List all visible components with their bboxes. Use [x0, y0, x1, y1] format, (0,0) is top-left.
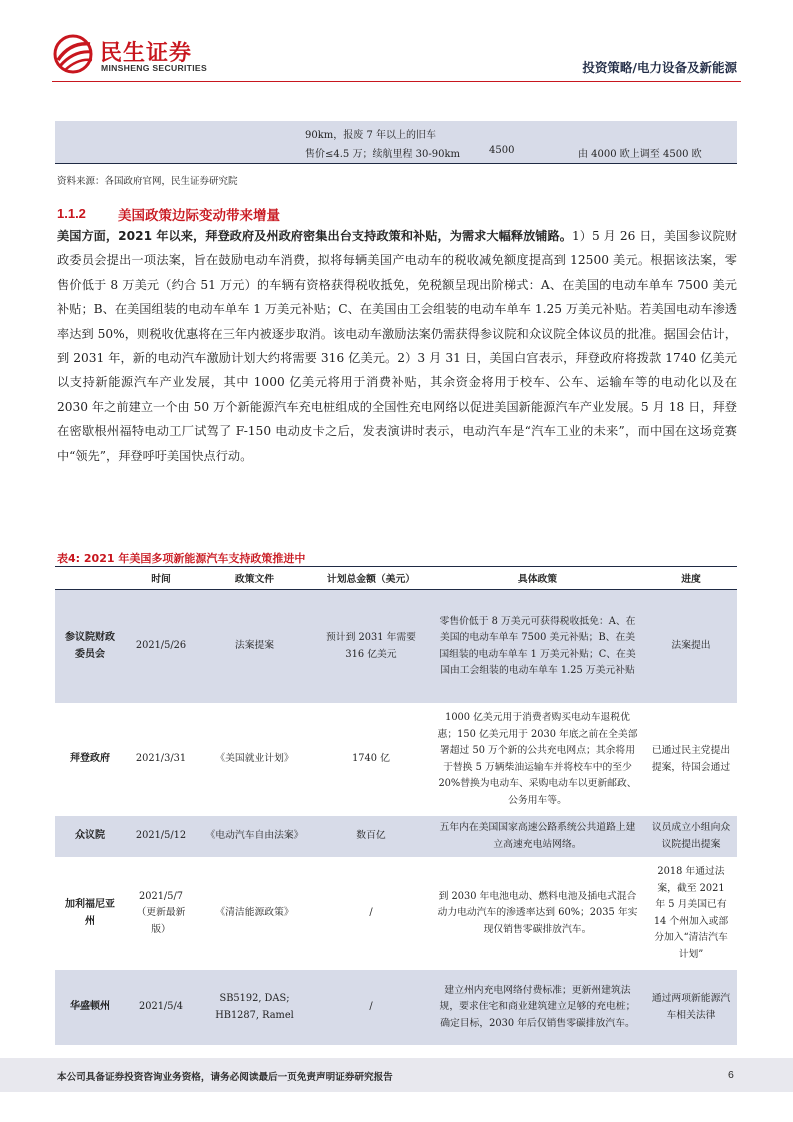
prev-table-line1: 90km，报废 7 年以上的旧车 — [305, 130, 436, 141]
col-header-subject — [55, 567, 125, 590]
row-date: 2021/5/26 — [125, 590, 197, 704]
table-row — [55, 704, 737, 816]
row-policy: 1000 亿美元用于消费者购买电动车退税优惠；150 亿美元用于 2030 年底之前在全美部署超过 50 万个新的公共充电网点；其余将用于替换 5 万辆柴油运输车并将校车中的至少 20%替换为电动车、采购电动车以更新邮政、公务用车等。 — [430, 704, 645, 816]
row-document: 《美国就业计划》 — [197, 704, 312, 816]
table-row — [55, 970, 737, 1046]
col-header-document: 政策文件 — [197, 567, 312, 590]
row-date: 2021/5/4 — [125, 970, 197, 1046]
row-subject: 参议院财政委员会 — [55, 590, 125, 704]
table-row — [55, 858, 737, 970]
logo-text-cn: 民生证券 — [100, 41, 193, 66]
row-date: 2021/5/12 — [125, 816, 197, 858]
table-caption: 表4: 2021 年美国多项新能源汽车支持政策推进中 — [57, 552, 306, 565]
row-subject: 拜登政府 — [55, 704, 125, 816]
row-policy: 建立州内充电网络付费标准；更新州建筑法规，要求住宅和商业建筑建立足够的充电桩；确定目标，2030 年后仅销售零碳排放汽车。 — [430, 970, 645, 1046]
row-document: 《电动汽车自由法案》 — [197, 816, 312, 858]
col-header-policy: 具体政策 — [430, 567, 645, 590]
row-subject: 众议院 — [55, 816, 125, 858]
row-date: 2021/5/7（更新最新版） — [125, 858, 197, 970]
row-progress: 2018 年通过法案，截至 2021 年 5 月美国已有 14 个州加入或部分加入“清洁汽车计划” — [645, 858, 737, 970]
row-document: 法案提案 — [197, 590, 312, 704]
report-category: 投资策略/电力设备及新能源 — [582, 60, 737, 75]
row-progress: 已通过民主党提出提案，待国会通过 — [645, 704, 737, 816]
minsheng-logo-icon — [52, 34, 96, 74]
paragraph-lead: 美国方面，2021 年以来，拜登政府及州政府密集出台支持政策和补贴，为需求大幅释放铺路。 — [57, 229, 572, 243]
header-divider — [52, 81, 741, 82]
col-header-progress: 进度 — [645, 567, 737, 590]
previous-table-remnant — [55, 121, 737, 163]
row-policy: 五年内在美国国家高速公路系统公共道路上建立高速充电站网络。 — [430, 816, 645, 858]
row-amount: / — [312, 970, 430, 1046]
prev-table-cell-change: 由 4000 欧上调至 4500 欧 — [578, 149, 702, 160]
body-paragraph — [57, 224, 737, 468]
col-header-amount: 计划总金额（美元） — [312, 567, 430, 590]
source-note: 资料来源：各国政府官网，民生证券研究院 — [57, 176, 238, 187]
policy-table — [55, 566, 737, 1046]
row-progress: 通过两项新能源汽车相关法律 — [645, 970, 737, 1046]
table-header-row — [55, 567, 737, 590]
table-row — [55, 590, 737, 704]
section-number: 1.1.2 — [57, 206, 86, 221]
row-progress: 议员成立小组向众议院提出提案 — [645, 816, 737, 858]
section-title: 美国政策边际变动带来增量 — [118, 208, 280, 224]
col-header-date: 时间 — [125, 567, 197, 590]
row-amount: 数百亿 — [312, 816, 430, 858]
table-row — [55, 816, 737, 858]
logo-text-en: MINSHENG SECURITIES — [101, 63, 207, 73]
table-divider — [55, 163, 737, 164]
paragraph-text: 1）5 月 26 日，美国参议院财政委员会提出一项法案，旨在鼓励电动车消费，拟将每辆美国产电动车的税收减免额度提高到 12500 美元。根据该法案，零售价低于 8 万美元（约合 51 万元）的车辆有资格获得税收抵免，免税额呈现出阶梯式：A、在美国的电动车单车 7500 美元补贴；B、在美国组装的电动车单车 1 万美元补贴；C、在美国由工会组装的电动车单车 1.25 万美元补贴。若美国电动车渗透率达到 50%，则税收优惠将在三年内被逐步取消。该电动车激励法案仍需获得参议院和众议院全体议员的批准。据国会估计，到 2031 年，新的电动汽车激励计划大约将需要 316 亿美元。2）3 月 31 日，美国白宫表示，拜登政府将拨款 1740 亿美元以支持新能源汽车产业发展，其中 1000 亿美元将用于消费补贴，其余资金将用于校车、公车、运输车等的电动化以及在 2030 年之前建立一个由 50 万个新能源汽车充电桩组成的全国性充电网络以促进美国新能源汽车产业发展。5 月 18 日，拜登在密歇根州福特电动工厂试驾了 F-150 电动皮卡之后，发表演讲时表示，电动汽车是“汽车工业的未来”，而中国在这场竞赛中“领先”，拜登呼吁美国快点行动。 — [57, 229, 738, 463]
row-amount: 预计到 2031 年需要 316 亿美元 — [312, 590, 430, 704]
row-policy: 零售价低于 8 万美元可获得税收抵免：A、在美国的电动车单车 7500 美元补贴；B、在美国组装的电动车单车 1 万美元补贴；C、在美国由工会组装的电动车单车 1.25 万美元补贴 — [430, 590, 645, 704]
row-amount: / — [312, 858, 430, 970]
prev-table-cell-amount: 4500 — [489, 145, 515, 156]
footer-disclaimer: 本公司具备证券投资咨询业务资格，请务必阅读最后一页免责声明证券研究报告 — [57, 1072, 393, 1083]
row-progress: 法案提出 — [645, 590, 737, 704]
company-logo — [52, 34, 212, 76]
row-amount: 1740 亿 — [312, 704, 430, 816]
page-number: 6 — [728, 1069, 734, 1081]
row-document: 《清洁能源政策》 — [197, 858, 312, 970]
row-subject: 加利福尼亚州 — [55, 858, 125, 970]
row-date: 2021/3/31 — [125, 704, 197, 816]
prev-table-cell-condition: 售价≤4.5 万；续航里程 30-90km — [305, 149, 461, 160]
row-document: SB5192, DAS; HB1287, Ramel — [197, 970, 312, 1046]
row-subject: 华盛顿州 — [55, 970, 125, 1046]
row-policy: 到 2030 年电池电动、燃料电池及插电式混合动力电动汽车的渗透率达到 60%；2035 年实现仅销售零碳排放汽车。 — [430, 858, 645, 970]
